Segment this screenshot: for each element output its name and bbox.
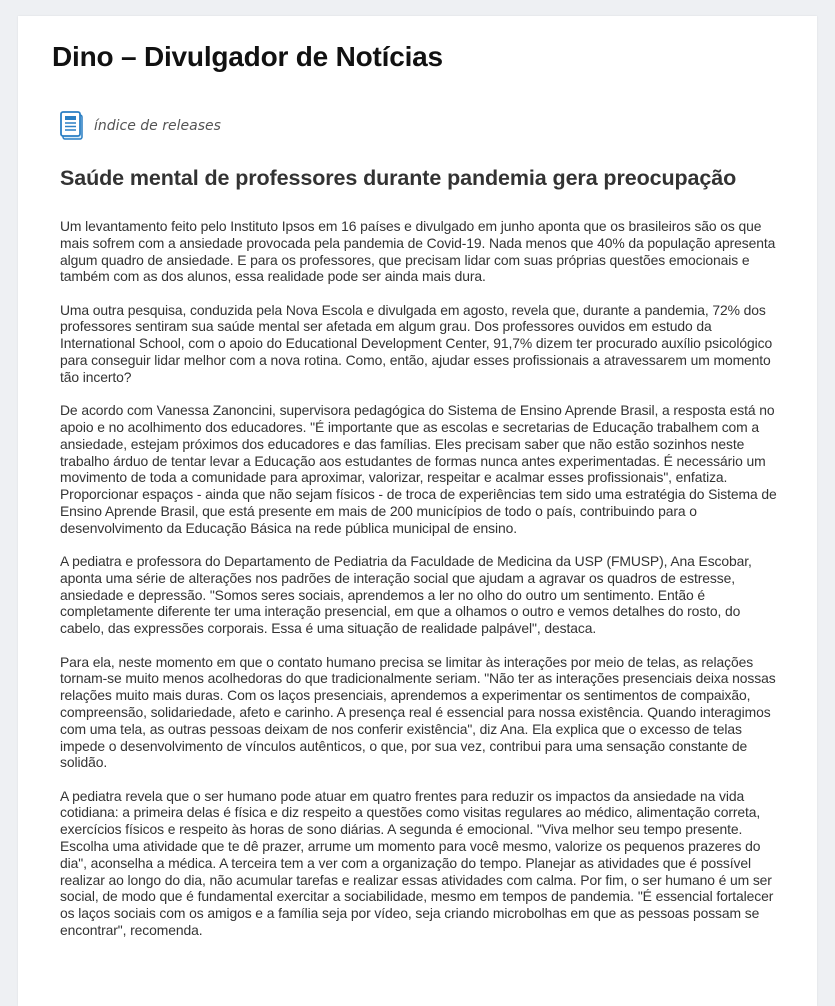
document-list-icon (60, 111, 84, 141)
releases-index-label: índice de releases (94, 118, 221, 134)
site-title: Dino – Divulgador de Notícias (52, 41, 443, 72)
article-paragraph: Para ela, neste momento em que o contato humano precisa se limitar às interações por meio de telas, as relações tornam-se muito menos acolhedoras do que tradicionalmente seriam. "Não ter as interações presenciais deixa nossas relações muito mais duras. Com os laços presenciais, aprendemos a experimentar os sentimentos de compaixão, compreensão, solidariedade, afeto e carinho. A presença real é essencial para nossa existência. Quando interagimos com uma tela, as outras pessoas deixam de nos conferir existência", diz Ana. Ela explica que o excesso de telas impede o desenvolvimento de vínculos autênticos, o que, por sua vez, contribui para uma sensação constante de solidão. (60, 653, 776, 771)
article-paragraph: Uma outra pesquisa, conduzida pela Nova Escola e divulgada em agosto, revela que, durante a pandemia, 72% dos professores sentiram sua saúde mental ser afetada em algum grau. Dos professores ouvidos em estudo da International School, com o apoio do Educational Development Center, 91,7% dizem ter procurado auxílio psicológico para conseguir lidar melhor com a nova rotina. Como, então, ajudar esses profissionais a atravessarem um momento tão incerto? (60, 301, 773, 385)
article (60, 164, 788, 955)
content-card (18, 16, 817, 1006)
article-paragraph: A pediatra e professora do Departamento de Pediatria da Faculdade de Medicina da USP (FMUSP), Ana Escobar, aponta uma série de alterações nos padrões de interação social que ajudam a agravar os quadros de estresse, ansiedade e depressão. "Somos seres sociais, aprendemos a ler no olho do outro um sentimento. Então é completamente diferente ter uma interação presencial, em que a olhamos o outro e vemos detalhes do rosto, do cabelo, das expressões corporais. Essa é uma situação de realidade palpável", destaca. (60, 553, 752, 637)
article-paragraph: De acordo com Vanessa Zanoncini, supervisora pedagógica do Sistema de Ensino Aprende Brasil, a resposta está no apoio e no acolhimento dos educadores. "É importante que as escolas e secretarias de Educação trabalhem com a ansiedade, estejam próximos dos educadores e das famílias. Eles precisam saber que não estão sozinhos neste trabalho árduo de tentar levar a Educação aos estudantes de formas nunca antes experimentadas. É necessário um movimento de toda a comunidade para aproximar, valorizar, respeitar e acalmar esses profissionais", enfatiza. Proporcionar espaços - ainda que não sejam físicos - de troca de experiências tem sido uma estratégia do Sistema de Ensino Aprende Brasil, que está presente em mais de 200 municípios de todo o país, contribuindo para o desenvolvimento da Educação Básica na rede pública municipal de ensino. (60, 402, 777, 536)
article-paragraph: Um levantamento feito pelo Instituto Ipsos em 16 países e divulgado em junho aponta que os brasileiros são os que mais sofrem com a ansiedade provocada pela pandemia de Covid-19. Nada menos que 40% da população apresenta algum quadro de ansiedade. E para os professores, que precisam lidar com suas próprias questões emocionais e também com as dos alunos, essa realidade pode ser ainda mais dura. (60, 218, 776, 285)
article-paragraph: A pediatra revela que o ser humano pode atuar em quatro frentes para reduzir os impactos da ansiedade na vida cotidiana: a primeira delas é física e diz respeito a questões como visitas regulares ao médico, alimentação correta, exercícios físicos e respeito às horas de sono diárias. A segunda é emocional. "Viva melhor seu tempo presente. Escolha uma atividade que te dê prazer, arrume um momento para você mesmo, valorize os pequenos prazeres do dia", aconselha a médica. A terceira tem a ver com a organização do tempo. Planejar as atividades que é possível realizar ao longo do dia, não acumular tarefas e realizar essas atividades com calma. Por fim, o ser humano é um ser social, de modo que é fundamental exercitar a sociabilidade, mesmo em tempos de pandemia. "É essencial fortalecer os laços sociais com os amigos e a família seja por vídeo, seja criando microbolhas em que as pessoas possam se encontrar", recomenda. (60, 787, 774, 938)
releases-index-link[interactable] (60, 111, 221, 141)
article-title: Saúde mental de professores durante pandemia gera preocupação (60, 166, 737, 190)
